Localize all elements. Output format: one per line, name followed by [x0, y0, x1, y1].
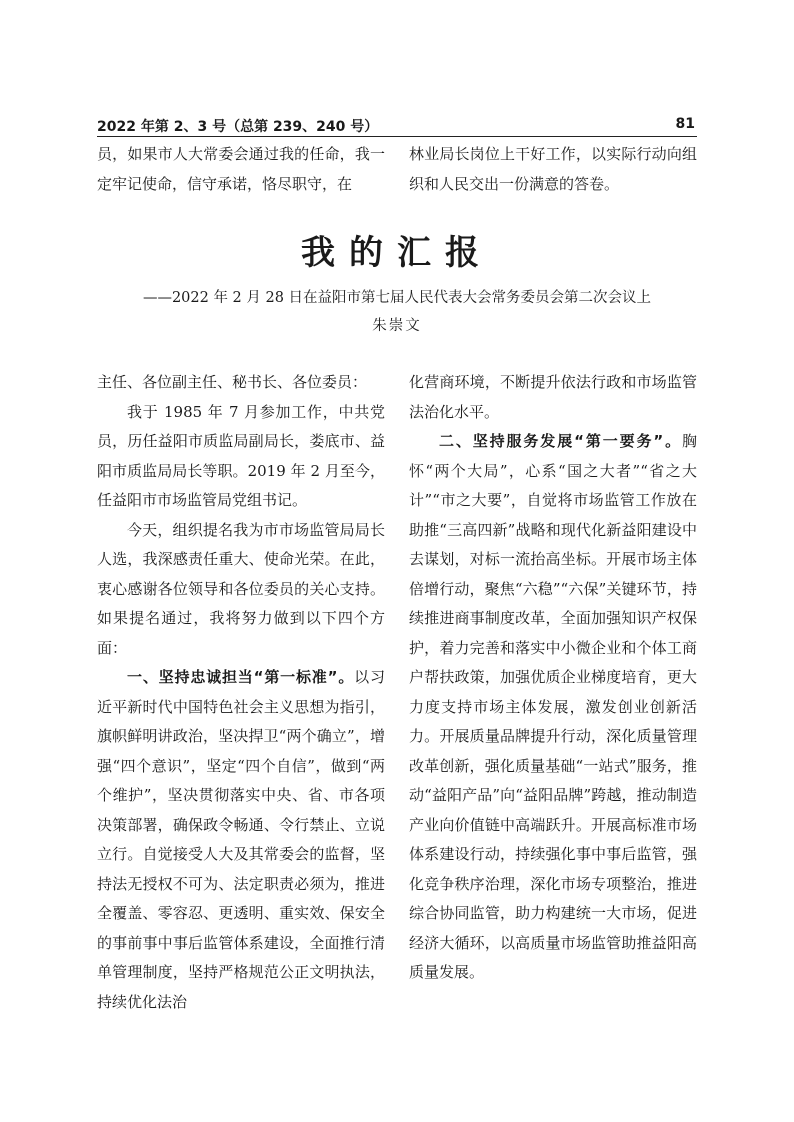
top-right-column	[409, 140, 697, 199]
top-left-column	[97, 140, 385, 199]
issue-label: 2022 年第 2、3 号（总第 239、240 号）	[97, 119, 379, 135]
salutation: 主任、各位副主任、秘书长、各位委员：	[97, 373, 368, 391]
section-text: 胸怀“两个大局”，心系“国之大者”“省之大计”“市之大要”，自觉将市场监管工作放在助推“三高四新”战略和现代化新益阳建设中去谋划，对标一流抬高坐标。开展市场主体倍增行动，聚焦“六稳”“六保”关键环节，持续推进商事制度改革，全面加强知识产权保护，着力完善和落实中小微企业和个体工商户帮扶政策，加强优质企业梯度培育，更大力度支持市场主体发展，激发创业创新活力。开展质量品牌提升行动，深化质量管理改革创新，强化质量基础“一站式”服务，推动“益阳产品”向“益阳品牌”跨越，推动制造产业向价值链中高端跃升。开展高标准市场体系建设行动，持续强化事中事后监管，强化竞争秩序治理，深化市场专项整治，推进综合协同监管，助力构建统一大市场，促进经济大循环，以高质量市场监管助推益阳高质量发展。	[409, 432, 697, 981]
section-heading: 二、坚持服务发展“第一要务”。	[439, 432, 682, 450]
paragraph	[97, 663, 385, 1017]
article-subtitle: ——2022 年 2 月 28 日在益阳市第七届人民代表大会常务委员会第二次会议上	[142, 290, 652, 306]
continued-paragraph-left: 员，如果市人大常委会通过我的任命，我一定牢记使命，信守承诺，恪尽职守，在	[97, 145, 385, 193]
body-right-column	[409, 368, 697, 988]
section-text: 以习近平新时代中国特色社会主义思想为指引，旗帜鲜明讲政治，坚决捍卫“两个确立”，增强“四个意识”，坚定“四个自信”，做到“两个维护”，坚决贯彻落实中央、省、市各项决策部署，确保政令畅通、令行禁止、立说立行。自觉接受人大及其常委会的监督，坚持法无授权不可为、法定职责必须为，推进全覆盖、零容忍、更透明、重实效、保安全的事前事中事后监管体系建设，全面推行清单管理制度，坚持严格规范公正文明执法，持续优化法治	[97, 668, 385, 1011]
paragraph: 今天，组织提名我为市市场监管局局长人选，我深感责任重大、使命光荣。在此，衷心感谢各位领导和各位委员的关心支持。如果提名通过，我将努力做到以下四个方面：	[97, 520, 385, 657]
page-number: 81	[675, 116, 695, 132]
article-author: 朱崇文	[372, 318, 422, 334]
paragraph: 化营商环境，不断提升依法行政和市场监管法治化水平。	[409, 373, 697, 421]
section-heading: 一、坚持忠诚担当“第一标准”。	[127, 668, 355, 686]
paragraph: 我于 1985 年 7 月参加工作，中共党员，历任益阳市质监局副局长，娄底市、益阳市质监局局长等职。2019 年 2 月至今，任益阳市市场监管局党组书记。	[97, 402, 385, 509]
continued-paragraph-right: 林业局长岗位上干好工作，以实际行动向组织和人民交出一份满意的答卷。	[409, 145, 697, 193]
body-left-column	[97, 368, 385, 1017]
article-title: 我的汇报	[301, 233, 493, 273]
paragraph	[409, 427, 697, 988]
page-header	[97, 114, 697, 137]
